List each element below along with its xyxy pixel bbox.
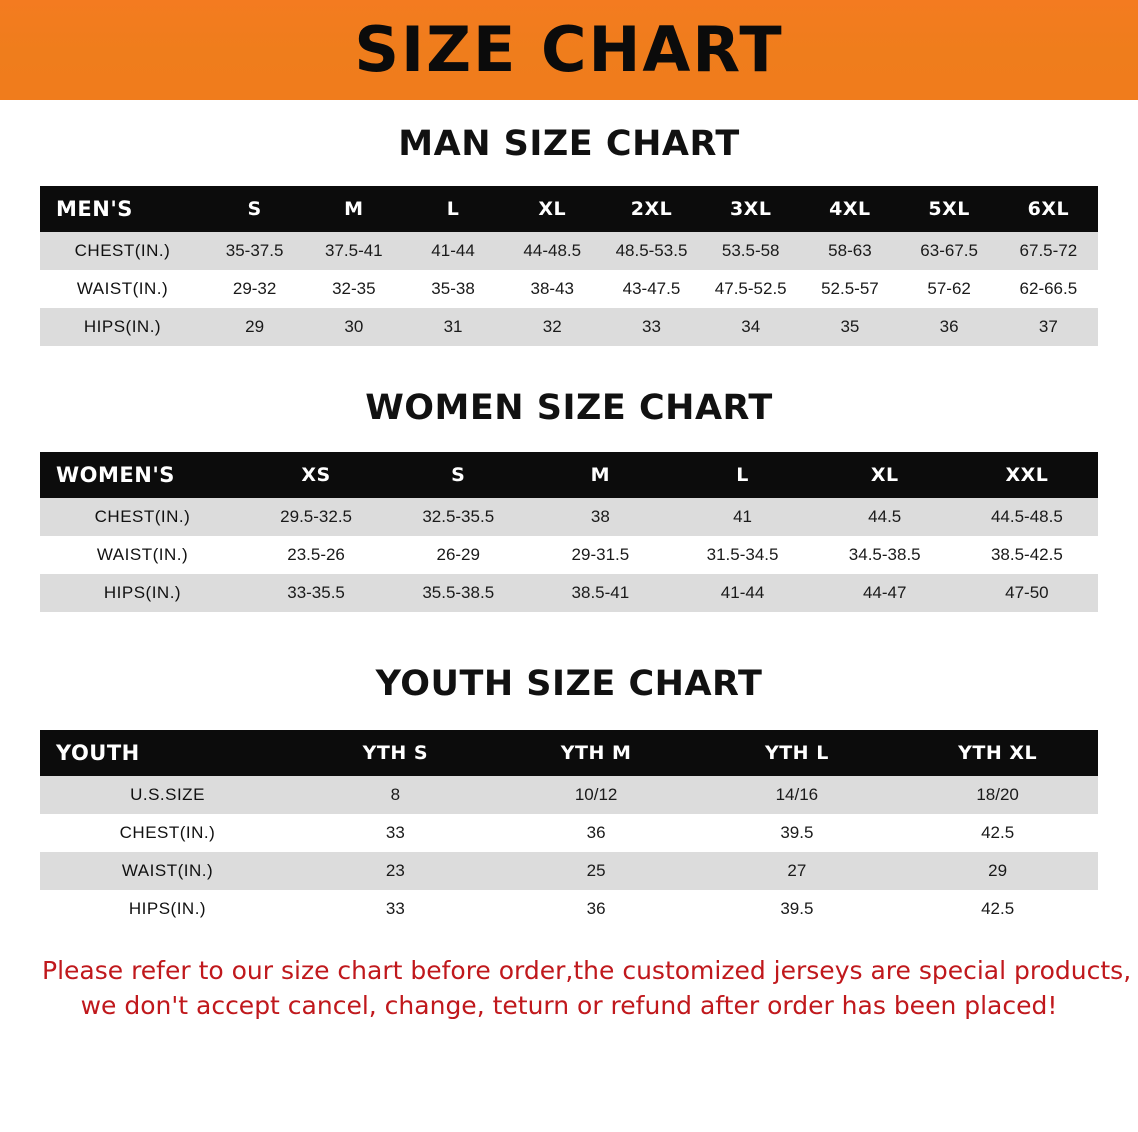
column-header: XL bbox=[814, 452, 956, 498]
row-label: WAIST(IN.) bbox=[40, 270, 205, 308]
column-header: 4XL bbox=[800, 186, 899, 232]
table-cell: 67.5-72 bbox=[999, 232, 1098, 270]
column-header: M bbox=[304, 186, 403, 232]
column-header: M bbox=[529, 452, 671, 498]
column-header: WOMEN'S bbox=[40, 452, 245, 498]
table-cell: 33-35.5 bbox=[245, 574, 387, 612]
table-cell: 32-35 bbox=[304, 270, 403, 308]
column-header: L bbox=[403, 186, 502, 232]
column-header: 5XL bbox=[900, 186, 999, 232]
table-cell: 38.5-41 bbox=[529, 574, 671, 612]
table-row bbox=[40, 890, 1098, 928]
table-cell: 8 bbox=[295, 776, 496, 814]
table-cell: 30 bbox=[304, 308, 403, 346]
row-label: WAIST(IN.) bbox=[40, 536, 245, 574]
table-cell: 41 bbox=[671, 498, 813, 536]
column-header: MEN'S bbox=[40, 186, 205, 232]
column-header: L bbox=[671, 452, 813, 498]
row-label: HIPS(IN.) bbox=[40, 890, 295, 928]
table-cell: 35-38 bbox=[403, 270, 502, 308]
column-header: YTH L bbox=[697, 730, 898, 776]
row-label: U.S.SIZE bbox=[40, 776, 295, 814]
table-cell: 41-44 bbox=[403, 232, 502, 270]
table-header-row bbox=[40, 730, 1098, 776]
table-cell: 31 bbox=[403, 308, 502, 346]
table-header-row bbox=[40, 452, 1098, 498]
table-cell: 33 bbox=[602, 308, 701, 346]
table-cell: 41-44 bbox=[671, 574, 813, 612]
table-row bbox=[40, 776, 1098, 814]
column-header: S bbox=[387, 452, 529, 498]
table-cell: 23.5-26 bbox=[245, 536, 387, 574]
man-section-heading: MAN SIZE CHART bbox=[398, 124, 740, 164]
table-cell: 44.5-48.5 bbox=[956, 498, 1098, 536]
table-cell: 33 bbox=[295, 890, 496, 928]
table-cell: 38-43 bbox=[503, 270, 602, 308]
page-title: SIZE CHART bbox=[354, 13, 784, 86]
column-header: YTH XL bbox=[897, 730, 1098, 776]
table-cell: 36 bbox=[496, 814, 697, 852]
youth-table-wrap bbox=[40, 730, 1098, 928]
table-cell: 63-67.5 bbox=[900, 232, 999, 270]
table-cell: 43-47.5 bbox=[602, 270, 701, 308]
table-cell: 44.5 bbox=[814, 498, 956, 536]
table-cell: 36 bbox=[900, 308, 999, 346]
table-cell: 29 bbox=[897, 852, 1098, 890]
header-banner bbox=[0, 0, 1138, 100]
table-cell: 42.5 bbox=[897, 814, 1098, 852]
table-cell: 39.5 bbox=[697, 814, 898, 852]
table-cell: 35.5-38.5 bbox=[387, 574, 529, 612]
man-table-wrap bbox=[40, 186, 1098, 346]
table-cell: 35-37.5 bbox=[205, 232, 304, 270]
table-cell: 31.5-34.5 bbox=[671, 536, 813, 574]
table-cell: 14/16 bbox=[697, 776, 898, 814]
table-row bbox=[40, 852, 1098, 890]
man-size-table bbox=[40, 186, 1098, 346]
table-cell: 33 bbox=[295, 814, 496, 852]
table-cell: 35 bbox=[800, 308, 899, 346]
table-cell: 29-32 bbox=[205, 270, 304, 308]
column-header: YOUTH bbox=[40, 730, 295, 776]
women-size-table bbox=[40, 452, 1098, 612]
table-cell: 32 bbox=[503, 308, 602, 346]
table-cell: 29.5-32.5 bbox=[245, 498, 387, 536]
table-row bbox=[40, 308, 1098, 346]
table-cell: 47.5-52.5 bbox=[701, 270, 800, 308]
row-label: CHEST(IN.) bbox=[40, 232, 205, 270]
table-cell: 58-63 bbox=[800, 232, 899, 270]
column-header: YTH M bbox=[496, 730, 697, 776]
table-row bbox=[40, 814, 1098, 852]
table-row bbox=[40, 270, 1098, 308]
table-row bbox=[40, 232, 1098, 270]
table-cell: 48.5-53.5 bbox=[602, 232, 701, 270]
table-cell: 37.5-41 bbox=[304, 232, 403, 270]
table-row bbox=[40, 574, 1098, 612]
column-header: 6XL bbox=[999, 186, 1098, 232]
table-cell: 18/20 bbox=[897, 776, 1098, 814]
table-cell: 29 bbox=[205, 308, 304, 346]
table-cell: 42.5 bbox=[897, 890, 1098, 928]
table-cell: 36 bbox=[496, 890, 697, 928]
row-label: HIPS(IN.) bbox=[40, 574, 245, 612]
table-row bbox=[40, 498, 1098, 536]
column-header: XXL bbox=[956, 452, 1098, 498]
table-header-row bbox=[40, 186, 1098, 232]
table-cell: 10/12 bbox=[496, 776, 697, 814]
table-cell: 25 bbox=[496, 852, 697, 890]
column-header: 3XL bbox=[701, 186, 800, 232]
women-section-heading: WOMEN SIZE CHART bbox=[365, 388, 773, 428]
row-label: HIPS(IN.) bbox=[40, 308, 205, 346]
table-row bbox=[40, 536, 1098, 574]
table-cell: 29-31.5 bbox=[529, 536, 671, 574]
footer-note-line-2: we don't accept cancel, change, teturn or refund after order has been placed! bbox=[80, 990, 1058, 1020]
table-cell: 34 bbox=[701, 308, 800, 346]
column-header: S bbox=[205, 186, 304, 232]
table-cell: 38.5-42.5 bbox=[956, 536, 1098, 574]
row-label: WAIST(IN.) bbox=[40, 852, 295, 890]
table-cell: 23 bbox=[295, 852, 496, 890]
table-cell: 27 bbox=[697, 852, 898, 890]
youth-section-heading: YOUTH SIZE CHART bbox=[375, 664, 763, 704]
table-cell: 39.5 bbox=[697, 890, 898, 928]
table-cell: 44-48.5 bbox=[503, 232, 602, 270]
table-cell: 32.5-35.5 bbox=[387, 498, 529, 536]
table-cell: 26-29 bbox=[387, 536, 529, 574]
table-cell: 47-50 bbox=[956, 574, 1098, 612]
row-label: CHEST(IN.) bbox=[40, 498, 245, 536]
table-cell: 34.5-38.5 bbox=[814, 536, 956, 574]
row-label: CHEST(IN.) bbox=[40, 814, 295, 852]
column-header: XL bbox=[503, 186, 602, 232]
table-cell: 38 bbox=[529, 498, 671, 536]
table-cell: 62-66.5 bbox=[999, 270, 1098, 308]
column-header: XS bbox=[245, 452, 387, 498]
column-header: YTH S bbox=[295, 730, 496, 776]
column-header: 2XL bbox=[602, 186, 701, 232]
table-cell: 37 bbox=[999, 308, 1098, 346]
footer-note bbox=[42, 954, 1132, 1023]
table-cell: 57-62 bbox=[900, 270, 999, 308]
table-cell: 53.5-58 bbox=[701, 232, 800, 270]
table-cell: 52.5-57 bbox=[800, 270, 899, 308]
women-table-wrap bbox=[40, 452, 1098, 612]
footer-note-line-1: Please refer to our size chart before order,the customized jerseys are special products, bbox=[42, 956, 1132, 985]
youth-size-table bbox=[40, 730, 1098, 928]
table-cell: 44-47 bbox=[814, 574, 956, 612]
